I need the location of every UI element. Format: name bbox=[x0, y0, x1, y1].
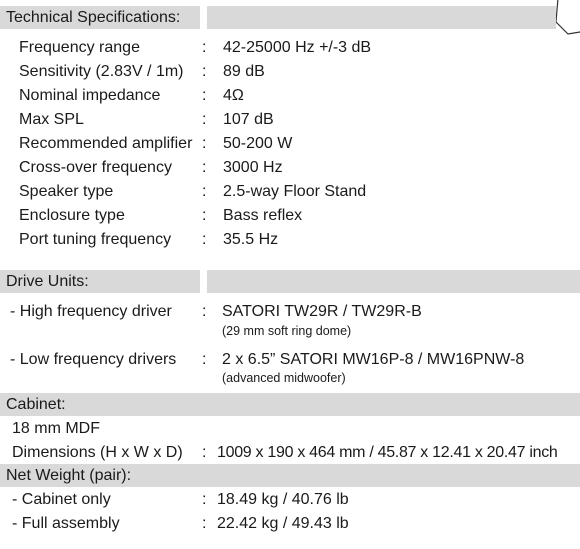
section-header-bar-right bbox=[207, 6, 556, 29]
dimensions-colon: : bbox=[202, 444, 207, 461]
section-header-net-weight bbox=[0, 464, 580, 487]
spec-value: 107 dB bbox=[223, 111, 274, 128]
weight-colon: : bbox=[202, 515, 207, 532]
section-header-cabinet bbox=[0, 393, 580, 416]
dimensions-label: Dimensions (H x W x D) bbox=[12, 444, 183, 461]
spec-label: Recommended amplifier bbox=[19, 135, 193, 152]
spec-value: 42-25000 Hz +/-3 dB bbox=[223, 39, 372, 56]
spec-label: Nominal impedance bbox=[19, 87, 161, 104]
spec-colon: : bbox=[202, 183, 207, 200]
driver-value: 2 x 6.5” SATORI MW16P-8 / MW16PNW-8 bbox=[222, 351, 525, 368]
weight-value: 18.49 kg / 40.76 lb bbox=[217, 491, 349, 508]
driver-label: - Low frequency drivers bbox=[10, 351, 177, 368]
spec-colon: : bbox=[202, 39, 207, 56]
section-header-bar-right bbox=[207, 270, 580, 293]
spec-label: Cross-over frequency bbox=[19, 159, 172, 176]
spec-row bbox=[0, 180, 580, 204]
spec-value: 89 dB bbox=[223, 63, 265, 80]
section-header-technical bbox=[0, 6, 200, 29]
driver-note: (advanced midwoofer) bbox=[222, 371, 346, 385]
spec-value: Bass reflex bbox=[223, 207, 303, 224]
driver-row bbox=[0, 300, 580, 324]
driver-row bbox=[0, 348, 580, 372]
spec-label: Sensitivity (2.83V / 1m) bbox=[19, 63, 184, 80]
spec-label: Speaker type bbox=[19, 183, 114, 200]
dimensions-value: 1009 x 190 x 464 mm / 45.87 x 12.41 x 20.47 inch bbox=[217, 444, 558, 461]
spec-colon: : bbox=[202, 159, 207, 176]
spec-colon: : bbox=[202, 207, 207, 224]
cabinet-material: 18 mm MDF bbox=[12, 420, 100, 437]
cabinet-dimensions-row bbox=[0, 441, 580, 465]
spec-row bbox=[0, 204, 580, 228]
spec-value: 35.5 Hz bbox=[223, 231, 279, 248]
section-title-net-weight: Net Weight (pair): bbox=[6, 467, 132, 484]
section-title-drive-units: Drive Units: bbox=[6, 273, 89, 290]
spec-value: 50-200 W bbox=[223, 135, 293, 152]
driver-colon: : bbox=[202, 303, 207, 320]
weight-label: - Cabinet only bbox=[12, 491, 111, 508]
spec-colon: : bbox=[202, 135, 207, 152]
spec-colon: : bbox=[202, 231, 207, 248]
spec-row bbox=[0, 60, 580, 84]
weight-label: - Full assembly bbox=[12, 515, 120, 532]
driver-value: SATORI TW29R / TW29R-B bbox=[222, 303, 422, 320]
weight-colon: : bbox=[202, 491, 207, 508]
weight-row bbox=[0, 488, 580, 512]
spec-label: Frequency range bbox=[19, 39, 140, 56]
spec-colon: : bbox=[202, 63, 207, 80]
spec-row bbox=[0, 156, 580, 180]
spec-colon: : bbox=[202, 111, 207, 128]
spec-value: 4Ω bbox=[223, 87, 244, 104]
section-title-technical: Technical Specifications: bbox=[6, 9, 181, 26]
section-title-cabinet: Cabinet: bbox=[6, 396, 66, 413]
spec-colon: : bbox=[202, 87, 207, 104]
driver-label: - High frequency driver bbox=[10, 303, 172, 320]
spec-row bbox=[0, 228, 580, 252]
driver-note: (29 mm soft ring dome) bbox=[222, 324, 352, 338]
spec-row bbox=[0, 36, 580, 60]
weight-value: 22.42 kg / 49.43 lb bbox=[217, 515, 349, 532]
spec-row bbox=[0, 108, 580, 132]
spec-value: 2.5-way Floor Stand bbox=[223, 183, 367, 200]
section-header-drive-units bbox=[0, 270, 200, 293]
spec-row bbox=[0, 132, 580, 156]
spec-label: Enclosure type bbox=[19, 207, 125, 224]
spec-value: 3000 Hz bbox=[223, 159, 283, 176]
corner-outline-icon bbox=[554, 0, 580, 38]
spec-label: Port tuning frequency bbox=[19, 231, 172, 248]
weight-row bbox=[0, 512, 580, 536]
driver-colon: : bbox=[202, 351, 207, 368]
spec-label: Max SPL bbox=[19, 111, 84, 128]
cabinet-material-row bbox=[0, 417, 580, 441]
spec-row bbox=[0, 84, 580, 108]
